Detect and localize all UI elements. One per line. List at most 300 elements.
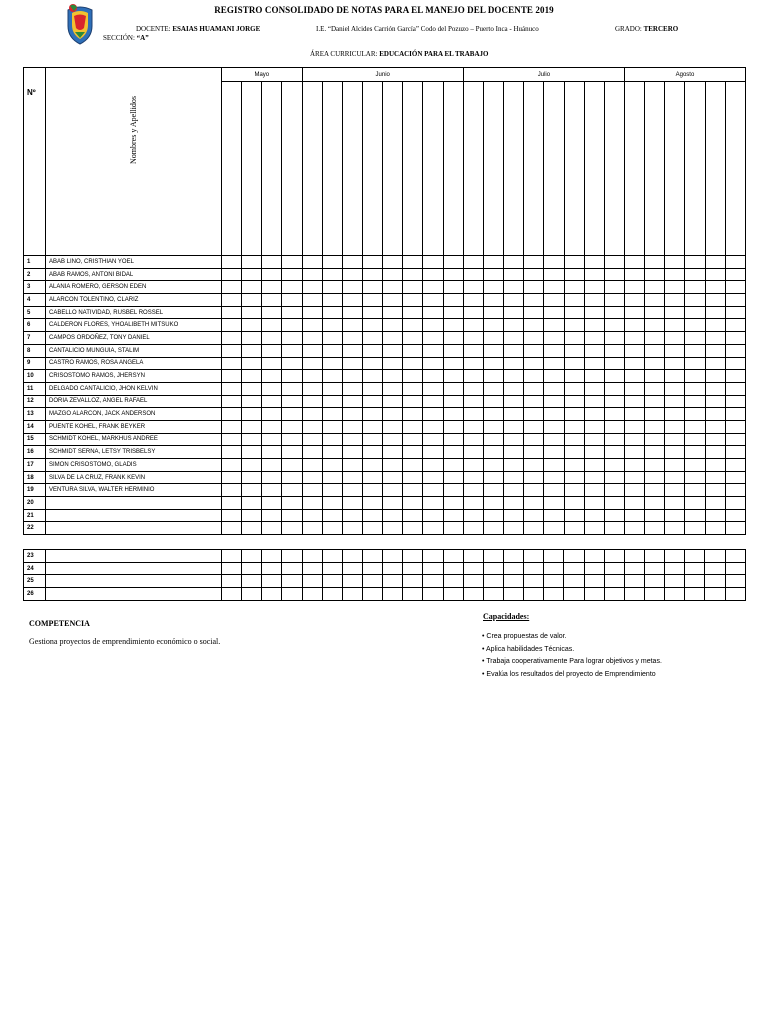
grade-cell[interactable] [262,433,282,446]
grade-cell[interactable] [383,459,403,472]
grade-cell[interactable] [463,268,483,281]
grade-cell[interactable] [363,319,383,332]
grade-cell[interactable] [725,575,745,588]
grade-cell[interactable] [423,522,443,535]
grade-cell[interactable] [463,370,483,383]
grade-cell[interactable] [725,306,745,319]
grade-cell[interactable] [564,550,584,563]
grade-cell[interactable] [282,471,302,484]
grade-cell[interactable] [645,446,665,459]
grade-cell[interactable] [604,357,624,370]
grade-cell[interactable] [645,420,665,433]
grade-cell[interactable] [504,268,524,281]
grade-cell[interactable] [423,433,443,446]
grade-cell[interactable] [262,408,282,421]
grade-cell[interactable] [423,497,443,510]
grade-cell[interactable] [685,522,705,535]
grade-cell[interactable] [725,433,745,446]
grade-cell[interactable] [604,370,624,383]
grade-cell[interactable] [443,395,463,408]
grade-cell[interactable] [725,420,745,433]
grade-cell[interactable] [443,370,463,383]
grade-cell[interactable] [423,446,443,459]
grade-cell[interactable] [544,484,564,497]
grade-cell[interactable] [222,484,242,497]
grade-cell[interactable] [564,332,584,345]
grade-cell[interactable] [302,509,322,522]
grade-cell[interactable] [584,509,604,522]
grade-cell[interactable] [705,562,725,575]
grade-cell[interactable] [222,433,242,446]
grade-cell[interactable] [584,268,604,281]
grade-cell[interactable] [282,446,302,459]
grade-cell[interactable] [645,484,665,497]
grade-cell[interactable] [443,344,463,357]
grade-cell[interactable] [604,509,624,522]
grade-cell[interactable] [705,497,725,510]
grade-cell[interactable] [625,459,645,472]
grade-cell[interactable] [544,509,564,522]
grade-cell[interactable] [242,370,262,383]
grade-cell[interactable] [443,497,463,510]
grade-cell[interactable] [685,344,705,357]
grade-cell[interactable] [363,332,383,345]
grade-cell[interactable] [282,332,302,345]
grade-cell[interactable] [483,420,503,433]
grade-cell[interactable] [342,281,362,294]
grade-cell[interactable] [665,484,685,497]
grade-cell[interactable] [524,484,544,497]
grade-cell[interactable] [423,562,443,575]
grade-cell[interactable] [504,459,524,472]
grade-cell[interactable] [262,357,282,370]
grade-cell[interactable] [403,471,423,484]
grade-cell[interactable] [342,471,362,484]
grade-cell[interactable] [443,522,463,535]
grade-cell[interactable] [363,306,383,319]
grade-cell[interactable] [342,550,362,563]
grade-cell[interactable] [262,509,282,522]
grade-cell[interactable] [705,408,725,421]
grade-cell[interactable] [363,370,383,383]
grade-cell[interactable] [665,509,685,522]
grade-cell[interactable] [524,395,544,408]
grade-cell[interactable] [342,433,362,446]
grade-cell[interactable] [242,357,262,370]
grade-cell[interactable] [705,395,725,408]
grade-cell[interactable] [363,446,383,459]
grade-cell[interactable] [504,319,524,332]
grade-cell[interactable] [483,370,503,383]
grade-cell[interactable] [443,446,463,459]
grade-cell[interactable] [342,357,362,370]
grade-cell[interactable] [564,294,584,307]
grade-cell[interactable] [625,420,645,433]
grade-cell[interactable] [524,382,544,395]
grade-cell[interactable] [282,484,302,497]
grade-cell[interactable] [584,522,604,535]
grade-cell[interactable] [222,256,242,269]
grade-cell[interactable] [282,306,302,319]
grade-cell[interactable] [383,420,403,433]
grade-cell[interactable] [584,357,604,370]
grade-cell[interactable] [403,319,423,332]
grade-cell[interactable] [322,294,342,307]
grade-cell[interactable] [705,471,725,484]
grade-cell[interactable] [483,497,503,510]
grade-cell[interactable] [342,420,362,433]
grade-cell[interactable] [685,471,705,484]
grade-cell[interactable] [544,268,564,281]
grade-cell[interactable] [483,446,503,459]
grade-cell[interactable] [403,459,423,472]
grade-cell[interactable] [584,306,604,319]
grade-cell[interactable] [725,332,745,345]
grade-cell[interactable] [443,332,463,345]
grade-cell[interactable] [222,588,242,601]
grade-cell[interactable] [544,471,564,484]
grade-cell[interactable] [363,484,383,497]
grade-cell[interactable] [544,306,564,319]
grade-cell[interactable] [463,420,483,433]
grade-cell[interactable] [383,446,403,459]
grade-cell[interactable] [725,484,745,497]
grade-cell[interactable] [262,256,282,269]
grade-cell[interactable] [443,281,463,294]
grade-cell[interactable] [302,281,322,294]
grade-cell[interactable] [383,497,403,510]
grade-cell[interactable] [282,588,302,601]
grade-cell[interactable] [242,562,262,575]
grade-cell[interactable] [625,268,645,281]
grade-cell[interactable] [443,484,463,497]
grade-cell[interactable] [262,459,282,472]
grade-cell[interactable] [564,319,584,332]
grade-cell[interactable] [322,471,342,484]
grade-cell[interactable] [625,522,645,535]
grade-cell[interactable] [503,562,523,575]
grade-cell[interactable] [625,294,645,307]
grade-cell[interactable] [403,382,423,395]
grade-cell[interactable] [524,509,544,522]
grade-cell[interactable] [725,446,745,459]
grade-cell[interactable] [705,446,725,459]
grade-cell[interactable] [463,433,483,446]
grade-cell[interactable] [685,370,705,383]
grade-cell[interactable] [604,433,624,446]
grade-cell[interactable] [322,484,342,497]
grade-cell[interactable] [584,588,604,601]
grade-cell[interactable] [645,256,665,269]
grade-cell[interactable] [322,509,342,522]
grade-cell[interactable] [363,268,383,281]
grade-cell[interactable] [665,382,685,395]
grade-cell[interactable] [463,382,483,395]
grade-cell[interactable] [403,357,423,370]
grade-cell[interactable] [584,433,604,446]
grade-cell[interactable] [483,550,503,563]
grade-cell[interactable] [725,344,745,357]
grade-cell[interactable] [665,370,685,383]
grade-cell[interactable] [685,575,705,588]
grade-cell[interactable] [363,395,383,408]
grade-cell[interactable] [222,459,242,472]
grade-cell[interactable] [665,344,685,357]
grade-cell[interactable] [544,344,564,357]
grade-cell[interactable] [544,562,564,575]
grade-cell[interactable] [685,446,705,459]
grade-cell[interactable] [604,446,624,459]
grade-cell[interactable] [282,575,302,588]
grade-cell[interactable] [403,497,423,510]
grade-cell[interactable] [705,509,725,522]
grade-cell[interactable] [604,268,624,281]
grade-cell[interactable] [584,370,604,383]
grade-cell[interactable] [564,588,584,601]
grade-cell[interactable] [383,575,403,588]
grade-cell[interactable] [262,471,282,484]
grade-cell[interactable] [262,446,282,459]
grade-cell[interactable] [463,588,483,601]
grade-cell[interactable] [624,575,644,588]
grade-cell[interactable] [624,588,644,601]
grade-cell[interactable] [665,332,685,345]
grade-cell[interactable] [302,575,322,588]
grade-cell[interactable] [625,382,645,395]
grade-cell[interactable] [564,281,584,294]
grade-cell[interactable] [604,588,624,601]
grade-cell[interactable] [423,471,443,484]
grade-cell[interactable] [423,575,443,588]
grade-cell[interactable] [624,562,644,575]
grade-cell[interactable] [363,294,383,307]
grade-cell[interactable] [685,408,705,421]
grade-cell[interactable] [302,395,322,408]
grade-cell[interactable] [483,256,503,269]
grade-cell[interactable] [625,332,645,345]
grade-cell[interactable] [524,319,544,332]
grade-cell[interactable] [362,562,382,575]
grade-cell[interactable] [685,562,705,575]
grade-cell[interactable] [524,306,544,319]
grade-cell[interactable] [423,484,443,497]
grade-cell[interactable] [322,268,342,281]
grade-cell[interactable] [423,370,443,383]
grade-cell[interactable] [544,256,564,269]
grade-cell[interactable] [645,306,665,319]
grade-cell[interactable] [584,256,604,269]
grade-cell[interactable] [342,575,362,588]
grade-cell[interactable] [302,446,322,459]
grade-cell[interactable] [544,294,564,307]
grade-cell[interactable] [322,420,342,433]
grade-cell[interactable] [483,408,503,421]
grade-cell[interactable] [363,420,383,433]
grade-cell[interactable] [725,319,745,332]
grade-cell[interactable] [645,522,665,535]
grade-cell[interactable] [242,509,262,522]
grade-cell[interactable] [423,319,443,332]
grade-cell[interactable] [342,459,362,472]
grade-cell[interactable] [363,433,383,446]
grade-cell[interactable] [322,497,342,510]
grade-cell[interactable] [222,306,242,319]
grade-cell[interactable] [725,408,745,421]
grade-cell[interactable] [705,268,725,281]
grade-cell[interactable] [504,484,524,497]
grade-cell[interactable] [665,433,685,446]
grade-cell[interactable] [242,319,262,332]
grade-cell[interactable] [322,550,342,563]
grade-cell[interactable] [524,268,544,281]
grade-cell[interactable] [604,459,624,472]
grade-cell[interactable] [302,459,322,472]
grade-cell[interactable] [665,268,685,281]
grade-cell[interactable] [242,522,262,535]
grade-cell[interactable] [242,497,262,510]
grade-cell[interactable] [483,484,503,497]
grade-cell[interactable] [584,446,604,459]
grade-cell[interactable] [463,319,483,332]
grade-cell[interactable] [645,268,665,281]
grade-cell[interactable] [222,550,242,563]
grade-cell[interactable] [564,357,584,370]
grade-cell[interactable] [242,344,262,357]
grade-cell[interactable] [564,395,584,408]
grade-cell[interactable] [222,575,242,588]
grade-cell[interactable] [564,471,584,484]
grade-cell[interactable] [645,344,665,357]
grade-cell[interactable] [544,382,564,395]
grade-cell[interactable] [524,332,544,345]
grade-cell[interactable] [282,459,302,472]
grade-cell[interactable] [524,357,544,370]
grade-cell[interactable] [604,306,624,319]
grade-cell[interactable] [322,575,342,588]
grade-cell[interactable] [504,433,524,446]
grade-cell[interactable] [403,370,423,383]
grade-cell[interactable] [242,306,262,319]
grade-cell[interactable] [483,332,503,345]
grade-cell[interactable] [443,357,463,370]
grade-cell[interactable] [604,256,624,269]
grade-cell[interactable] [342,306,362,319]
grade-cell[interactable] [262,522,282,535]
grade-cell[interactable] [302,471,322,484]
grade-cell[interactable] [584,471,604,484]
grade-cell[interactable] [524,420,544,433]
grade-cell[interactable] [645,471,665,484]
grade-cell[interactable] [524,588,544,601]
grade-cell[interactable] [564,420,584,433]
grade-cell[interactable] [564,484,584,497]
grade-cell[interactable] [544,459,564,472]
grade-cell[interactable] [363,408,383,421]
grade-cell[interactable] [342,588,362,601]
grade-cell[interactable] [685,294,705,307]
grade-cell[interactable] [483,306,503,319]
grade-cell[interactable] [362,588,382,601]
grade-cell[interactable] [665,459,685,472]
grade-cell[interactable] [222,382,242,395]
grade-cell[interactable] [645,319,665,332]
grade-cell[interactable] [705,294,725,307]
grade-cell[interactable] [604,471,624,484]
grade-cell[interactable] [342,332,362,345]
grade-cell[interactable] [463,446,483,459]
grade-cell[interactable] [463,281,483,294]
grade-cell[interactable] [483,382,503,395]
grade-cell[interactable] [604,562,624,575]
grade-cell[interactable] [584,332,604,345]
grade-cell[interactable] [443,408,463,421]
grade-cell[interactable] [584,575,604,588]
grade-cell[interactable] [282,550,302,563]
grade-cell[interactable] [564,268,584,281]
grade-cell[interactable] [604,344,624,357]
grade-cell[interactable] [383,256,403,269]
grade-cell[interactable] [242,395,262,408]
grade-cell[interactable] [463,306,483,319]
grade-cell[interactable] [584,484,604,497]
grade-cell[interactable] [302,433,322,446]
grade-cell[interactable] [242,459,262,472]
grade-cell[interactable] [625,281,645,294]
grade-cell[interactable] [262,332,282,345]
grade-cell[interactable] [342,497,362,510]
grade-cell[interactable] [625,497,645,510]
grade-cell[interactable] [705,319,725,332]
grade-cell[interactable] [584,382,604,395]
grade-cell[interactable] [262,294,282,307]
grade-cell[interactable] [302,344,322,357]
grade-cell[interactable] [302,550,322,563]
grade-cell[interactable] [302,522,322,535]
grade-cell[interactable] [342,319,362,332]
grade-cell[interactable] [625,344,645,357]
grade-cell[interactable] [383,370,403,383]
grade-cell[interactable] [222,509,242,522]
grade-cell[interactable] [383,382,403,395]
grade-cell[interactable] [665,306,685,319]
grade-cell[interactable] [403,550,423,563]
grade-cell[interactable] [483,281,503,294]
grade-cell[interactable] [262,420,282,433]
grade-cell[interactable] [544,497,564,510]
grade-cell[interactable] [423,357,443,370]
grade-cell[interactable] [443,382,463,395]
grade-cell[interactable] [503,550,523,563]
grade-cell[interactable] [524,575,544,588]
grade-cell[interactable] [383,433,403,446]
grade-cell[interactable] [705,420,725,433]
grade-cell[interactable] [342,370,362,383]
grade-cell[interactable] [282,395,302,408]
grade-cell[interactable] [725,382,745,395]
grade-cell[interactable] [222,319,242,332]
grade-cell[interactable] [544,420,564,433]
grade-cell[interactable] [403,294,423,307]
grade-cell[interactable] [242,408,262,421]
grade-cell[interactable] [685,420,705,433]
grade-cell[interactable] [483,268,503,281]
grade-cell[interactable] [604,484,624,497]
grade-cell[interactable] [504,395,524,408]
grade-cell[interactable] [322,408,342,421]
grade-cell[interactable] [342,268,362,281]
grade-cell[interactable] [302,319,322,332]
grade-cell[interactable] [302,588,322,601]
